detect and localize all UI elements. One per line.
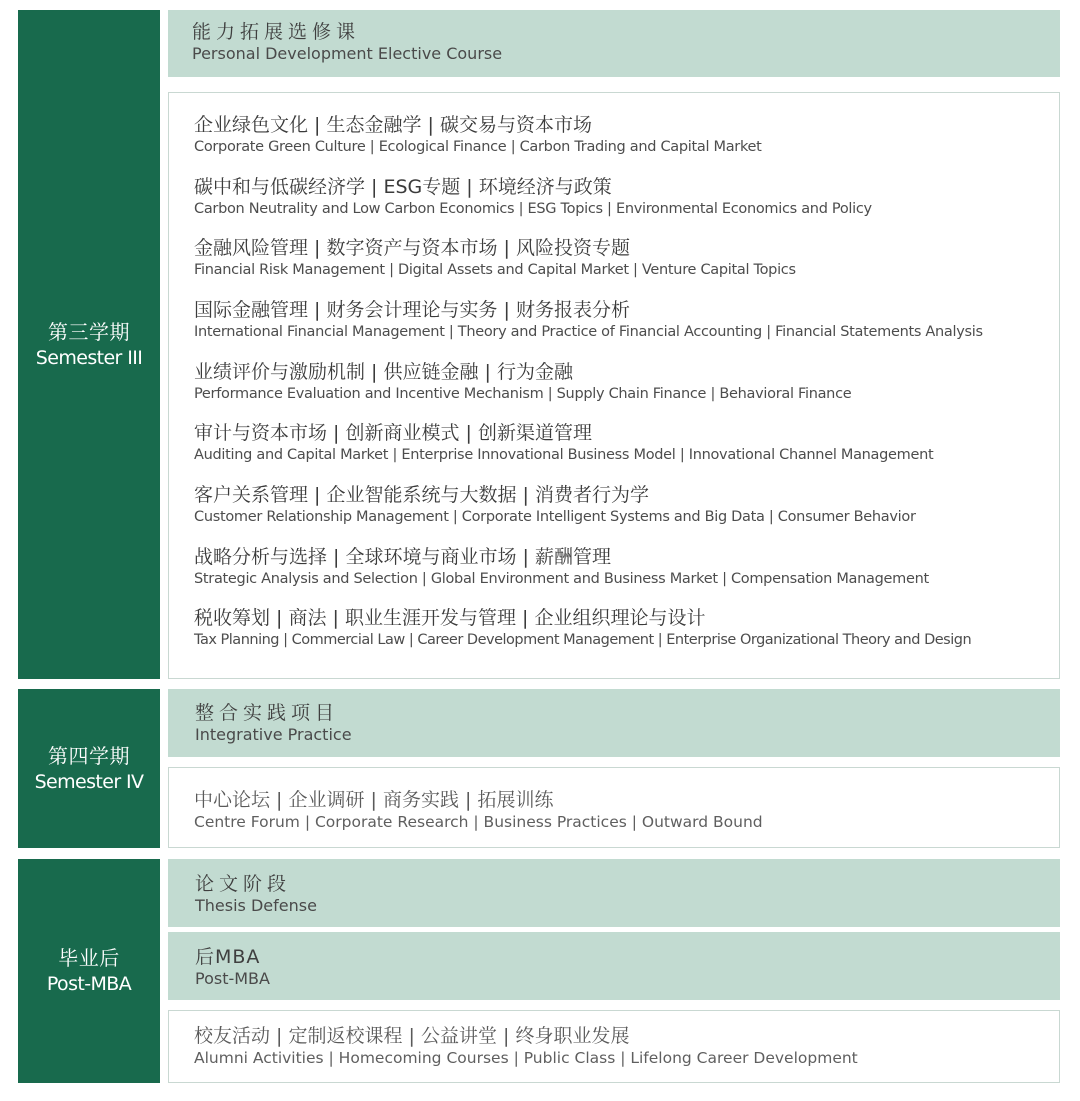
course-row xyxy=(194,236,1059,280)
post-mba-header xyxy=(168,932,1060,1000)
alumni-content-en: Alumni Activities | Homecoming Courses | Public Class | Lifelong Career Development xyxy=(194,1049,858,1067)
integrative-practice-content-en: Centre Forum | Corporate Research | Business Practices | Outward Bound xyxy=(194,813,763,831)
elective-course-header xyxy=(168,10,1060,77)
semester-3-label-zh: 第三学期 xyxy=(48,319,130,344)
semester-4-label-zh: 第四学期 xyxy=(48,743,130,768)
course-row-zh: 审计与资本市场 | 创新商业模式 | 创新渠道管理 xyxy=(194,422,592,444)
post-mba-label-en: Post-MBA xyxy=(46,973,132,995)
course-row-zh: 业绩评价与激励机制 | 供应链金融 | 行为金融 xyxy=(194,361,573,383)
course-row xyxy=(194,545,1059,589)
semester-3-label-en: Semester III xyxy=(35,346,143,369)
course-row-en: Customer Relationship Management | Corporate Intelligent Systems and Big Data | Consumer Behavior xyxy=(194,509,916,525)
elective-course-title-zh: 能力拓展选修课 xyxy=(192,21,361,43)
elective-course-title-en: Personal Development Elective Course xyxy=(192,44,503,63)
course-row xyxy=(194,360,1059,404)
thesis-header xyxy=(168,859,1060,927)
course-row-en: Performance Evaluation and Incentive Mechanism | Supply Chain Finance | Behavioral Finance xyxy=(194,386,852,402)
course-row-en: Strategic Analysis and Selection | Global Environment and Business Market | Compensation Management xyxy=(194,571,929,587)
integrative-practice-content-zh: 中心论坛 | 企业调研 | 商务实践 | 拓展训练 xyxy=(194,789,554,811)
integrative-practice-content xyxy=(168,767,1060,848)
course-row-zh: 客户关系管理 | 企业智能系统与大数据 | 消费者行为学 xyxy=(194,484,649,506)
integrative-practice-title-zh: 整合实践项目 xyxy=(195,702,340,724)
course-row xyxy=(194,606,1059,650)
semester-4-label-en: Semester IV xyxy=(34,770,144,793)
post-mba-title-en: Post-MBA xyxy=(195,969,270,988)
course-row xyxy=(194,483,1059,527)
course-row-zh: 金融风险管理 | 数字资产与资本市场 | 风险投资专题 xyxy=(194,237,630,259)
semester-3-label xyxy=(18,10,160,679)
post-mba-title-zh: 后MBA xyxy=(195,946,261,968)
course-row-en: Corporate Green Culture | Ecological Finance | Carbon Trading and Capital Market xyxy=(194,139,762,155)
course-row-zh: 碳中和与低碳经济学 | ESG专题 | 环境经济与政策 xyxy=(194,176,612,198)
integrative-practice-title-en: Integrative Practice xyxy=(195,725,352,744)
course-row xyxy=(194,421,1059,465)
course-row-en: Carbon Neutrality and Low Carbon Economics | ESG Topics | Environmental Economics and Policy xyxy=(194,201,872,217)
course-row-zh: 国际金融管理 | 财务会计理论与实务 | 财务报表分析 xyxy=(194,299,630,321)
course-row-zh: 战略分析与选择 | 全球环境与商业市场 | 薪酬管理 xyxy=(194,546,611,568)
alumni-content-zh: 校友活动 | 定制返校课程 | 公益讲堂 | 终身职业发展 xyxy=(194,1025,630,1047)
thesis-title-zh: 论文阶段 xyxy=(195,873,292,895)
course-row-en: International Financial Management | Theory and Practice of Financial Accounting | Financial Statements Analysis xyxy=(194,324,983,340)
course-row-zh: 税收筹划 | 商法 | 职业生涯开发与管理 | 企业组织理论与设计 xyxy=(194,607,706,629)
course-row xyxy=(194,113,1059,157)
semester-4-label xyxy=(18,689,160,848)
course-row-en: Tax Planning | Commercial Law | Career Development Management | Enterprise Organizational Theory and Design xyxy=(194,632,972,648)
thesis-title-en: Thesis Defense xyxy=(195,896,317,915)
course-row-en: Financial Risk Management | Digital Assets and Capital Market | Venture Capital Topics xyxy=(194,262,796,278)
alumni-content xyxy=(168,1010,1060,1083)
elective-course-list xyxy=(168,92,1060,679)
post-mba-label-zh: 毕业后 xyxy=(58,946,120,970)
course-row xyxy=(194,298,1059,342)
course-row-en: Auditing and Capital Market | Enterprise Innovational Business Model | Innovational Channel Management xyxy=(194,447,934,463)
course-row xyxy=(194,175,1059,219)
course-row-zh: 企业绿色文化 | 生态金融学 | 碳交易与资本市场 xyxy=(194,114,592,136)
integrative-practice-header xyxy=(168,689,1060,757)
post-mba-label xyxy=(18,859,160,1083)
